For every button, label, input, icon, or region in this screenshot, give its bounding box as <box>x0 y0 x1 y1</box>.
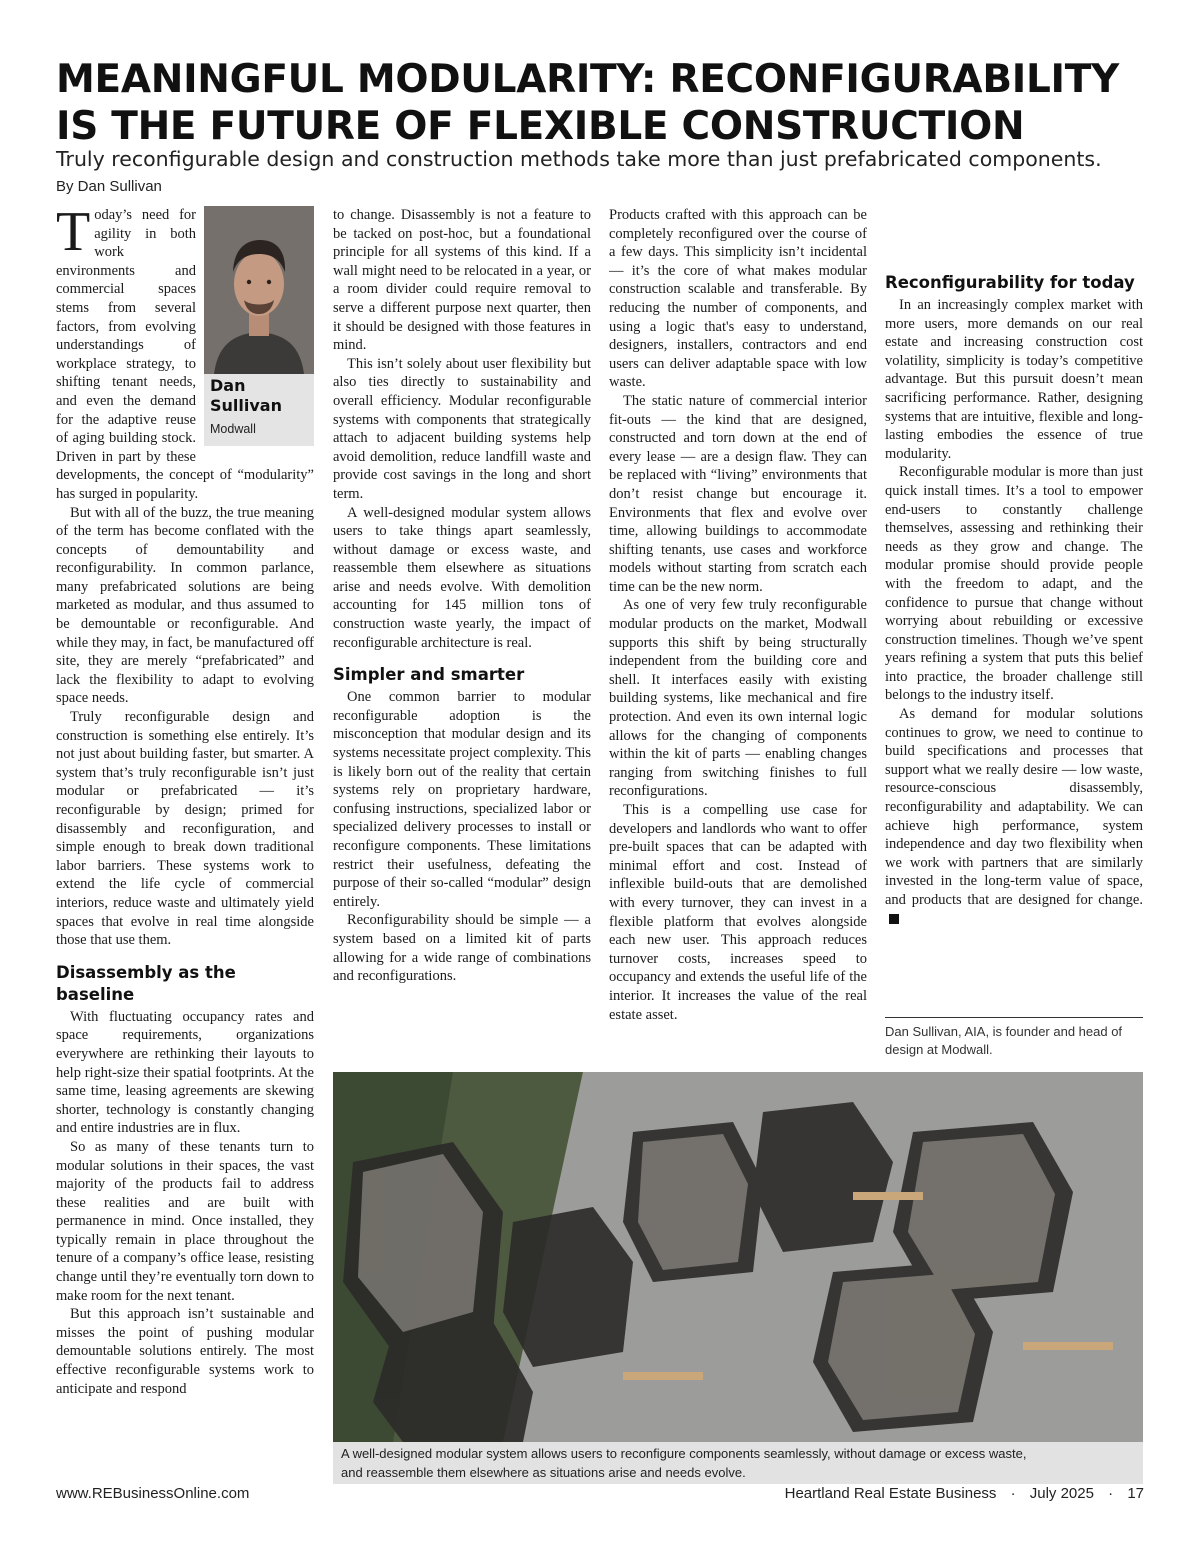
body-column-2 <box>333 206 591 1066</box>
bio-divider <box>885 1017 1143 1018</box>
paragraph: This isn’t solely about user flexibility but also ties directly to sustainability and overall efficiency. Modular reconfigurable systems with components that strategically attach to adjacent building systems help avoid demolition, reduce landfill waste and provide cost savings in the long and short term. <box>333 355 591 502</box>
paragraph: Today’s need for agility in both work environments and commercial spaces stems from several factors, from evolving understandings of workplace strategy, to shifting tenant needs, and even the demand for the adaptive reuse of aging building stock. Driven in part by these developments, the concept of “modularity” has surged in popularity. <box>56 206 314 502</box>
paragraph: Products crafted with this approach can be completely reconfigured over the course of a few days. This simplicity isn’t incidental — it’s the core of what makes modular construction scalable and transferable. By reducing the number of components, and using a logic that's easy to understand, designers, installers, contractors and end users can deliver adaptable space with low waste. <box>609 207 867 391</box>
paragraph: With fluctuating occupancy rates and space requirements, organizations everywhere are rethinking their layouts to help right-size their spatial footprints. At the same time, leasing agreements are skewing shorter, technology is constantly changing and entire industries are in flux. <box>56 1008 314 1137</box>
section-heading-disassembly: Disassembly as the baseline <box>56 962 236 1004</box>
paragraph: Reconfigurability should be simple — a system based on a limited kit of parts allowing for a wide range of combinations and reconfigurations. <box>333 912 591 985</box>
section-heading-simpler: Simpler and smarter <box>333 665 525 685</box>
body-column-3 <box>609 206 867 1066</box>
title-line-1: MEANINGFUL MODULARITY: RECONFIGURABILITY <box>56 57 1119 102</box>
author-bio: Dan Sullivan, AIA, is founder and head of design at Modwall. <box>885 1024 1123 1057</box>
footer-website: www.REBusinessOnline.com <box>56 1485 250 1502</box>
footer-page-number: 17 <box>1127 1485 1144 1502</box>
footer-issue: July 2025 <box>1029 1485 1094 1502</box>
paragraph: The static nature of commercial interior fit-outs — the kind that are designed, constructed and torn down at the end of every lease — are a design flaw. They can be replaced with “living” environments that don’t resist change but encourage it. Environments that flex and evolve over time, allowing buildings to accommodate shifting tenants, use cases and workforce models without starting from scratch each time can be the new norm. <box>609 392 867 595</box>
article-subtitle: Truly reconfigurable design and construction methods take more than just prefabricated components. <box>56 147 1102 171</box>
paragraph: Truly reconfigurable design and construction is something else entirely. It’s not just about building faster, but smarter. A system that’s truly reconfigurable isn’t just modular or prefabricated — it’s reconfigurable by design; primed for disassembly and reconfiguration, and simple enough to break down traditional labor barriers. These systems work to extend the life cycle of commercial interiors, reduce waste and ultimately yield spaces that evolve in real time alongside those that use them. <box>56 709 314 949</box>
paragraph: But with all of the buzz, the true meaning of the term has become conflated with the concepts of demountability and reconfigurability. In common parlance, many prefabricated solutions are being marketed as modular, and thus assumed to be demountable or reconfigurable. And while they may, in fact, be manufactured off site, they are merely “prefabricated” and lack the flexibility to adapt to evolving space needs. <box>56 504 314 707</box>
paragraph: So as many of these tenants turn to modular solutions in their spaces, the vast majority of the products fail to address these realities and are built with permanence in mind. Once installed, they typically remain in place throughout the tenure of a company’s office lease, resisting change until they’re eventually torn down to make room for the next tenant. <box>56 1138 314 1304</box>
paragraph: to change. Disassembly is not a feature to be tacked on post-hoc, but a foundational principle for all systems of this kind. If a wall might need to be relocated in a year, or a room divider could require removal to serve a different purpose next quarter, then it should be designed with those features in mind. <box>333 207 591 354</box>
article-title <box>56 56 1146 150</box>
body-column-4 <box>885 206 1143 1016</box>
author-photo <box>204 206 314 374</box>
paragraph: This is a compelling use case for developers and landlords who want to offer pre-built spaces that can be adapted with minimal effort and cost. Instead of inflexible build-outs that are demolished with every turnover, they can invest in a flexible platform that evolves alongside each new user. This approach reduces turnover costs, increases speed to occupancy and extends the useful life of the interior. It increases the value of the real estate asset. <box>609 802 867 1023</box>
paragraph: As demand for modular solutions continues to grow, we need to continue to build specifications and processes that support what we really desire — low waste, resource-conscious disassembly, reconfigurability and adaptability. We can achieve high performance, system independence and day two flexibility when we work with partners that are similarly invested in the long-term value of space, and products that are designed for change. <box>885 705 1143 928</box>
paragraph: A well-designed modular system allows users to take things apart seamlessly, without damage or excess waste, and reassemble them elsewhere as situations arise and needs evolve. With demolition accounting for 145 million tons of construction waste yearly, the impact of reconfigurable architecture is real. <box>333 504 591 651</box>
paragraph: In an increasingly complex market with more users, more demands on our real estate and increasing construction cost volatility, simplicity is today’s competitive advantage. But this pursuit doesn’t mean sacrificing performance. Rather, designing systems that are intuitive, flexible and long-lasting embodies the essence of true modularity. <box>885 297 1143 462</box>
paragraph: Reconfigurable modular is more than just quick install times. It’s a tool to empower end-users to constantly challenge themselves, assessing and rethinking their needs as they grow and change. The modular promise should provide people with the freedom to adapt, and the confidence to pursue that change without worrying about rebuilding or excessive construction timelines. Though we’ve spent years refining a system that puts this belief into practice, the broader challenge still belongs to the industry itself. <box>885 464 1143 704</box>
footer-publication-info <box>785 1485 1144 1502</box>
article-photo <box>333 1072 1143 1442</box>
section-heading-today: Reconfigurability for today <box>885 273 1135 292</box>
paragraph: One common barrier to modular reconfigurable adoption is the misconception that modular design and its systems necessitate project complexity. This is likely born out of the reality that certain systems rely on proprietary hardware, confusing instructions, specialized labor or specialized delivery processes to install or reconfigure components. These limitations restrict their usefulness, defeating the purpose of their so-called “modular” design entirely. <box>333 689 591 910</box>
paragraph: As one of very few truly reconfigurable modular products on the market, Modwall supports this shift by being structurally independent from the building core and shell. It interfaces easily with existing building systems, like mechanical and fire protection. And even its own internal logic allows for the changing of components within the kit of parts — enabling changes ranging from switching finishes to full reconfigurations. <box>609 597 867 800</box>
author-box <box>204 206 314 446</box>
drop-cap: T <box>56 206 91 263</box>
title-line-2: IS THE FUTURE OF FLEXIBLE CONSTRUCTION <box>56 104 1025 149</box>
footer-separator: · <box>1108 1485 1114 1502</box>
author-organization: Modwall <box>210 422 256 436</box>
paragraph: But this approach isn’t sustainable and misses the point of pushing modular demountable solutions entirely. The most effective reconfigurable systems work to anticipate and respond <box>56 1306 314 1397</box>
author-name: Dan Sullivan <box>210 376 282 415</box>
footer-publication: Heartland Real Estate Business <box>784 1485 997 1502</box>
end-mark-icon <box>889 914 899 924</box>
byline: By Dan Sullivan <box>56 178 162 195</box>
photo-caption: A well-designed modular system allows users to reconfigure components seamlessly, without damage or excess waste, and reassemble them elsewhere as situations arise and needs evolve. <box>333 1442 1143 1484</box>
footer-separator: · <box>1010 1485 1016 1502</box>
body-column-1 <box>56 206 314 1461</box>
